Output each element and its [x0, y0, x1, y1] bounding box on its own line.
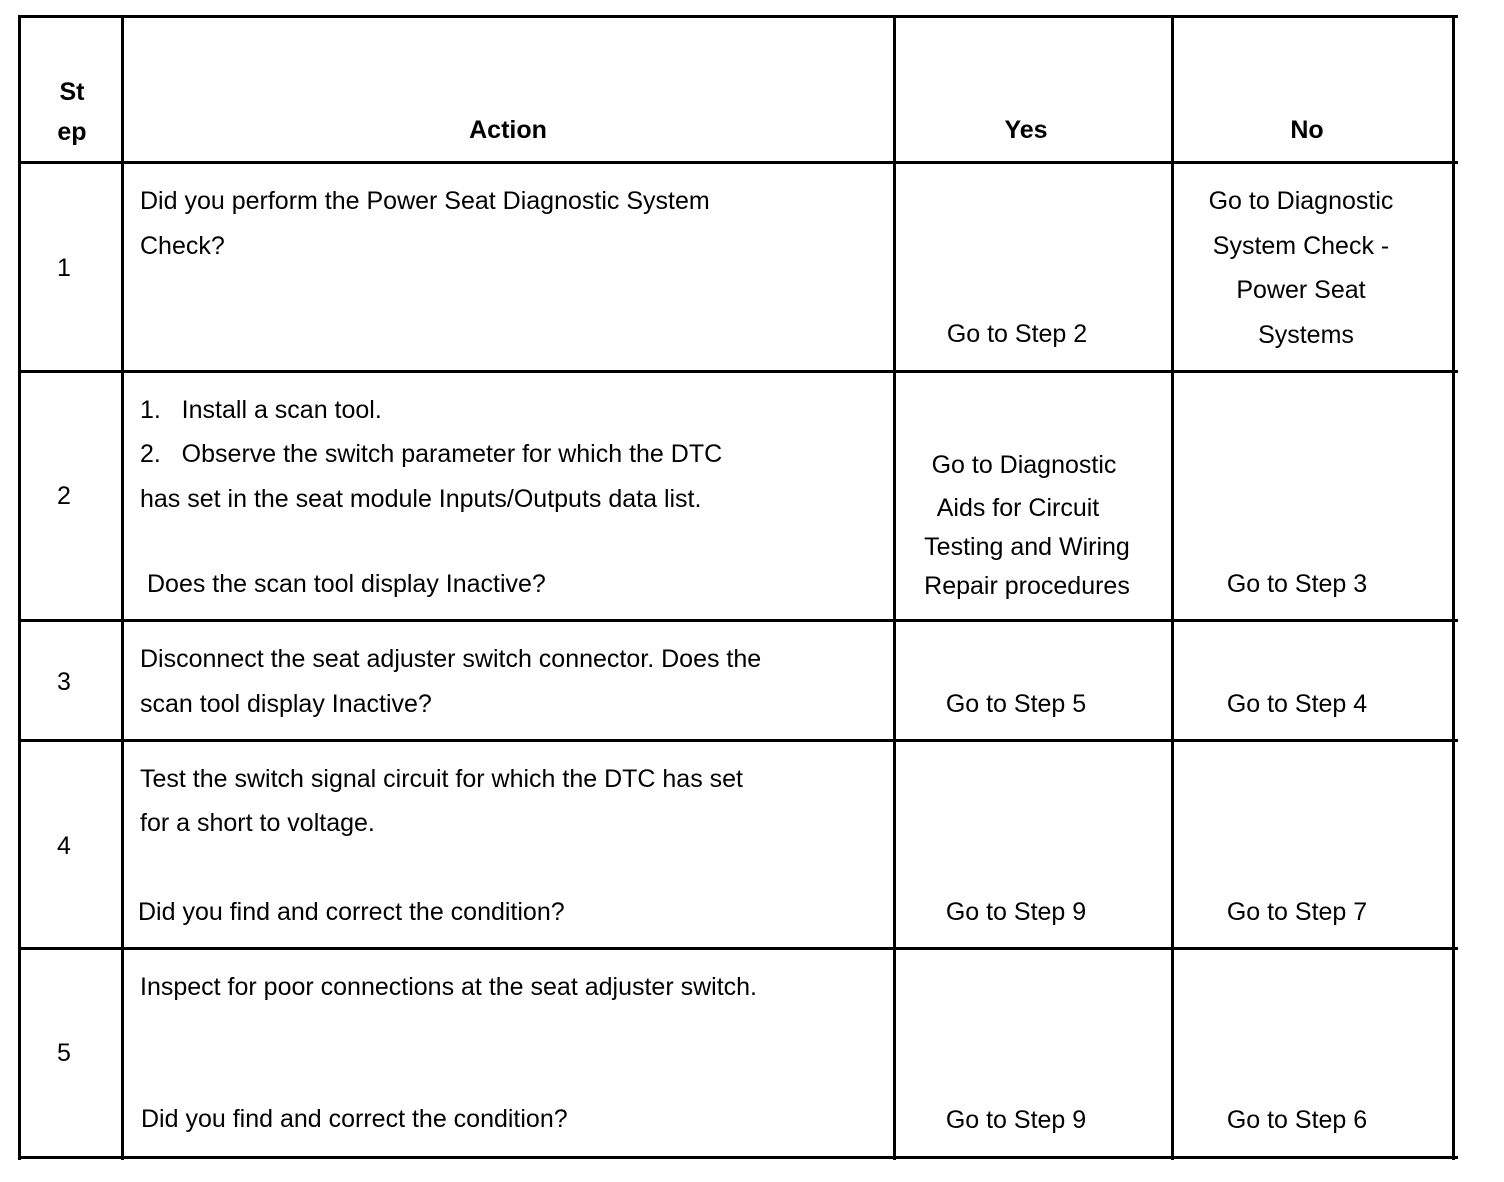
action-text: Test the switch signal circuit for which the DTC has set [140, 765, 744, 793]
no-text: Systems [1258, 321, 1354, 349]
yes-text: Repair procedures [924, 572, 1130, 600]
action-text: Did you perform the Power Seat Diagnostic System [140, 187, 710, 215]
table-border-left [18, 15, 21, 1160]
action-text: has set in the seat module Inputs/Outputs data list. [140, 485, 702, 513]
step-number: 4 [57, 832, 71, 860]
table-border-bottom [18, 1156, 1458, 1159]
row-divider [18, 161, 1458, 164]
no-text: Go to Step 6 [1226, 1106, 1368, 1134]
header-yes: Yes [1004, 116, 1048, 144]
table-border-top [18, 15, 1458, 18]
no-text: Power Seat [1236, 276, 1366, 304]
step-number: 2 [57, 482, 71, 510]
step-number: 5 [57, 1039, 71, 1067]
action-text: Check? [140, 232, 225, 260]
yes-text: Testing and Wiring [924, 533, 1130, 561]
yes-text: Go to Step 2 [946, 320, 1088, 348]
row-divider [18, 947, 1458, 950]
step-number: 1 [57, 254, 71, 282]
header-no: No [1290, 116, 1324, 144]
row-divider [18, 739, 1458, 742]
action-text: Did you find and correct the condition? [141, 1105, 568, 1133]
yes-text: Aids for Circuit [936, 494, 1100, 522]
action-text: scan tool display Inactive? [140, 690, 432, 718]
step-number: 3 [57, 668, 71, 696]
no-text: Go to Diagnostic [1208, 187, 1394, 215]
no-text: Go to Step 3 [1226, 570, 1368, 598]
row-divider [18, 619, 1458, 622]
action-text: 1. Install a scan tool. [140, 396, 382, 424]
action-text: Inspect for poor connections at the seat adjuster switch. [140, 973, 758, 1001]
yes-text: Go to Diagnostic [931, 451, 1117, 479]
action-text: 2. Observe the switch parameter for which the DTC [140, 440, 723, 468]
header-step-line-1: St [59, 78, 85, 106]
no-text: Go to Step 4 [1226, 690, 1368, 718]
action-text: Does the scan tool display Inactive? [147, 570, 546, 598]
no-text: System Check - [1212, 232, 1390, 260]
yes-text: Go to Step 9 [945, 898, 1087, 926]
no-text: Go to Step 7 [1226, 898, 1368, 926]
action-text: Disconnect the seat adjuster switch connector. Does the [140, 645, 762, 673]
row-divider [18, 370, 1458, 373]
column-divider [121, 15, 124, 1160]
yes-text: Go to Step 5 [945, 690, 1087, 718]
action-text: for a short to voltage. [140, 809, 375, 837]
yes-text: Go to Step 9 [945, 1106, 1087, 1134]
header-action: Action [469, 116, 547, 144]
header-step-line-2: ep [57, 118, 87, 146]
table-border-right [1452, 15, 1455, 1160]
action-text: Did you find and correct the condition? [138, 898, 565, 926]
header-step [24, 72, 120, 152]
